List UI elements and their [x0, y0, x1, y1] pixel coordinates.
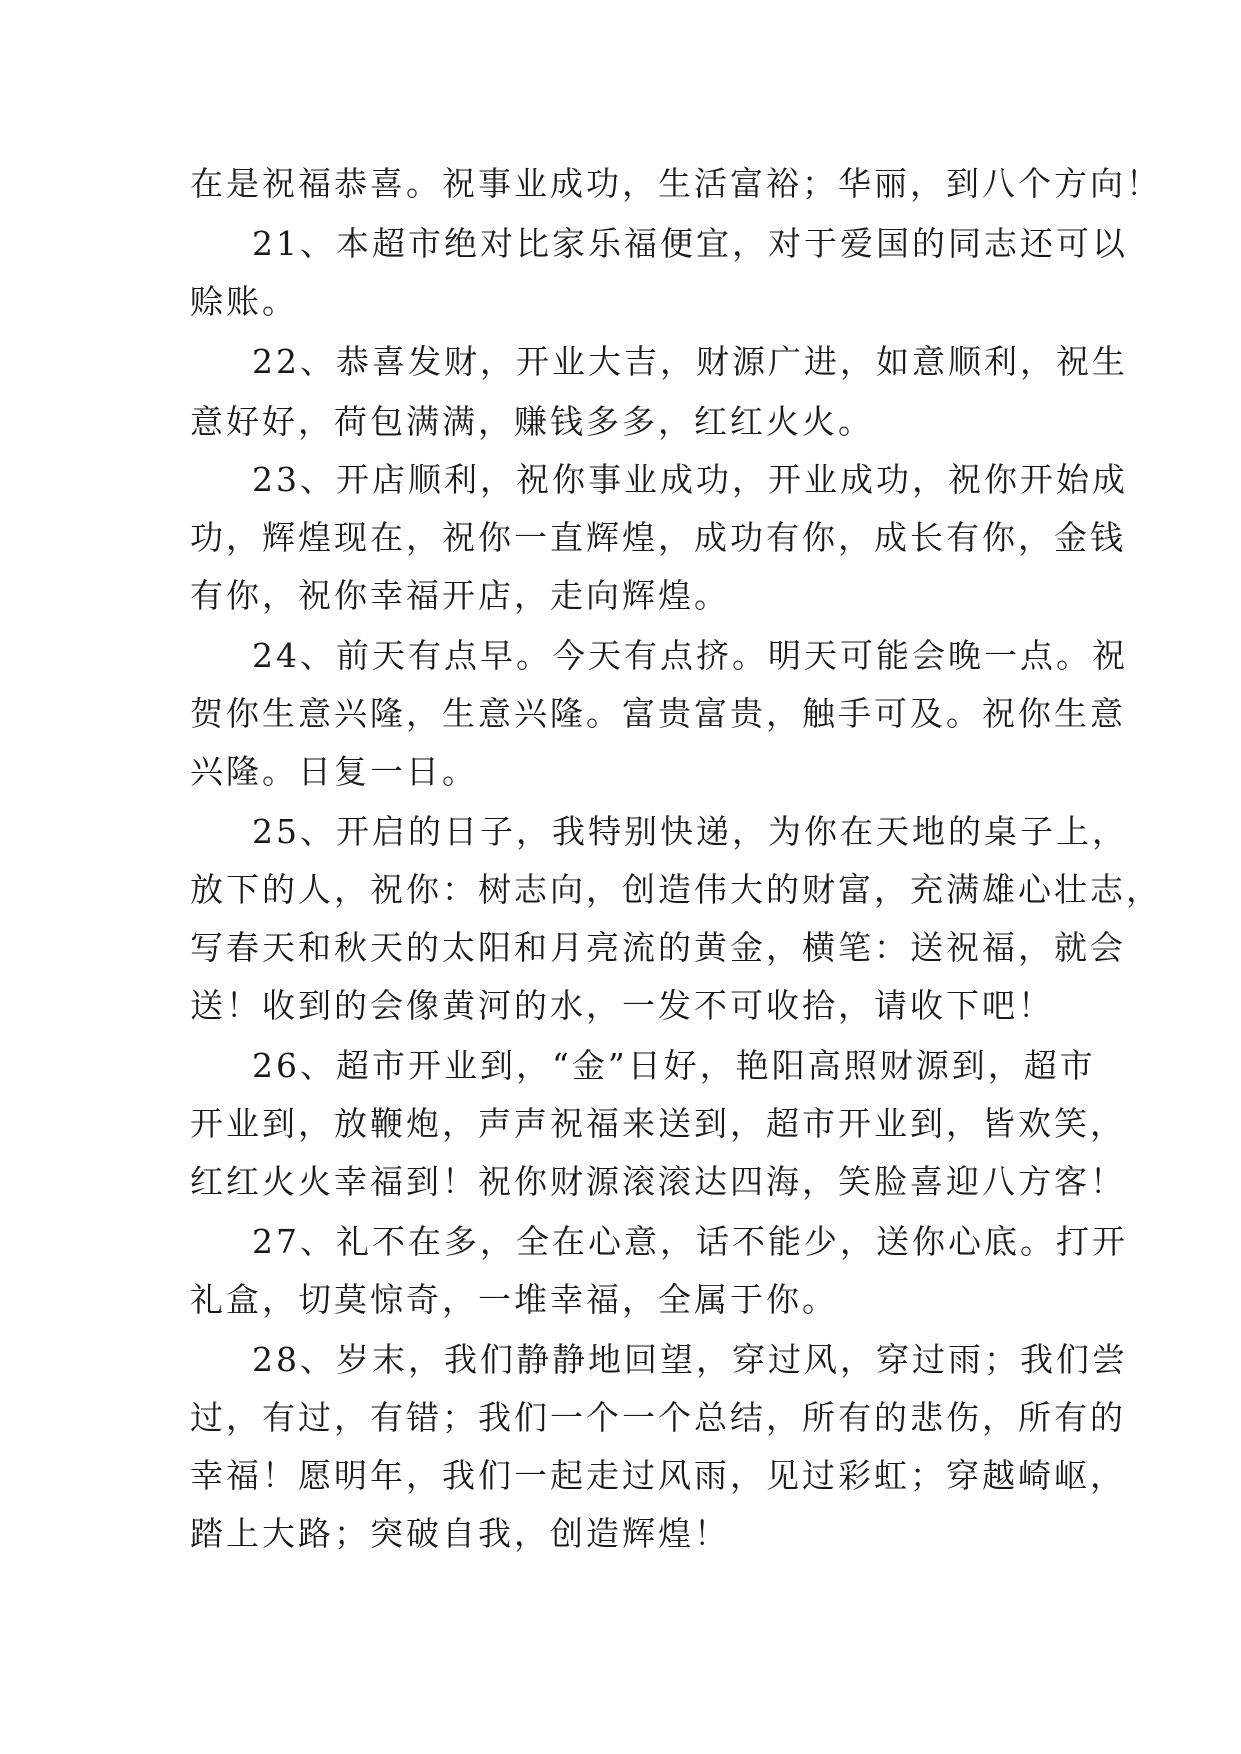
text-line: 兴隆。日复一日。	[190, 752, 478, 791]
text-line: 有你，祝你幸福开店，走向辉煌。	[190, 576, 730, 615]
text-line: 踏上大路；突破自我，创造辉煌！	[190, 1514, 730, 1553]
text-line: 26、超市开业到，“金”日好，艳阳高照财源到，超市	[252, 1046, 1096, 1085]
text-line: 28、岁末，我们静静地回望，穿过风，穿过雨；我们尝	[252, 1340, 1128, 1379]
text-line: 22、恭喜发财，开业大吉，财源广进，如意顺利，祝生	[252, 342, 1128, 381]
text-line: 23、开店顺利，祝你事业成功，开业成功，祝你开始成	[252, 460, 1128, 499]
text-line: 送！收到的会像黄河的水，一发不可收拾，请收下吧！	[190, 986, 1054, 1025]
text-line: 赊账。	[190, 282, 298, 321]
text-line: 红红火火幸福到！祝你财源滚滚达四海，笑脸喜迎八方客！	[190, 1162, 1126, 1201]
text-line: 25、开启的日子，我特别快递，为你在天地的桌子上，	[252, 812, 1128, 851]
text-line: 意好好，荷包满满，赚钱多多，红红火火。	[190, 402, 874, 441]
text-line: 幸福！愿明年，我们一起走过风雨，见过彩虹；穿越崎岖，	[190, 1456, 1126, 1495]
text-line: 放下的人，祝你：树志向，创造伟大的财富，充满雄心壮志，	[190, 870, 1162, 909]
text-line: 在是祝福恭喜。祝事业成功，生活富裕；华丽，到八个方向！	[190, 164, 1162, 203]
text-line: 21、本超市绝对比家乐福便宜，对于爱国的同志还可以	[252, 224, 1128, 263]
text-line: 功，辉煌现在，祝你一直辉煌，成功有你，成长有你，金钱	[190, 518, 1126, 557]
text-line: 24、前天有点早。今天有点挤。明天可能会晚一点。祝	[252, 636, 1128, 675]
text-line: 开业到，放鞭炮，声声祝福来送到，超市开业到，皆欢笑，	[190, 1104, 1126, 1143]
text-line: 贺你生意兴隆，生意兴隆。富贵富贵，触手可及。祝你生意	[190, 694, 1126, 733]
text-line: 过，有过，有错；我们一个一个总结，所有的悲伤，所有的	[190, 1398, 1126, 1437]
text-line: 写春天和秋天的太阳和月亮流的黄金，横笔：送祝福，就会	[190, 928, 1126, 967]
text-line: 27、礼不在多，全在心意，话不能少，送你心底。打开	[252, 1222, 1128, 1261]
text-line: 礼盒，切莫惊奇，一堆幸福，全属于你。	[190, 1280, 838, 1319]
